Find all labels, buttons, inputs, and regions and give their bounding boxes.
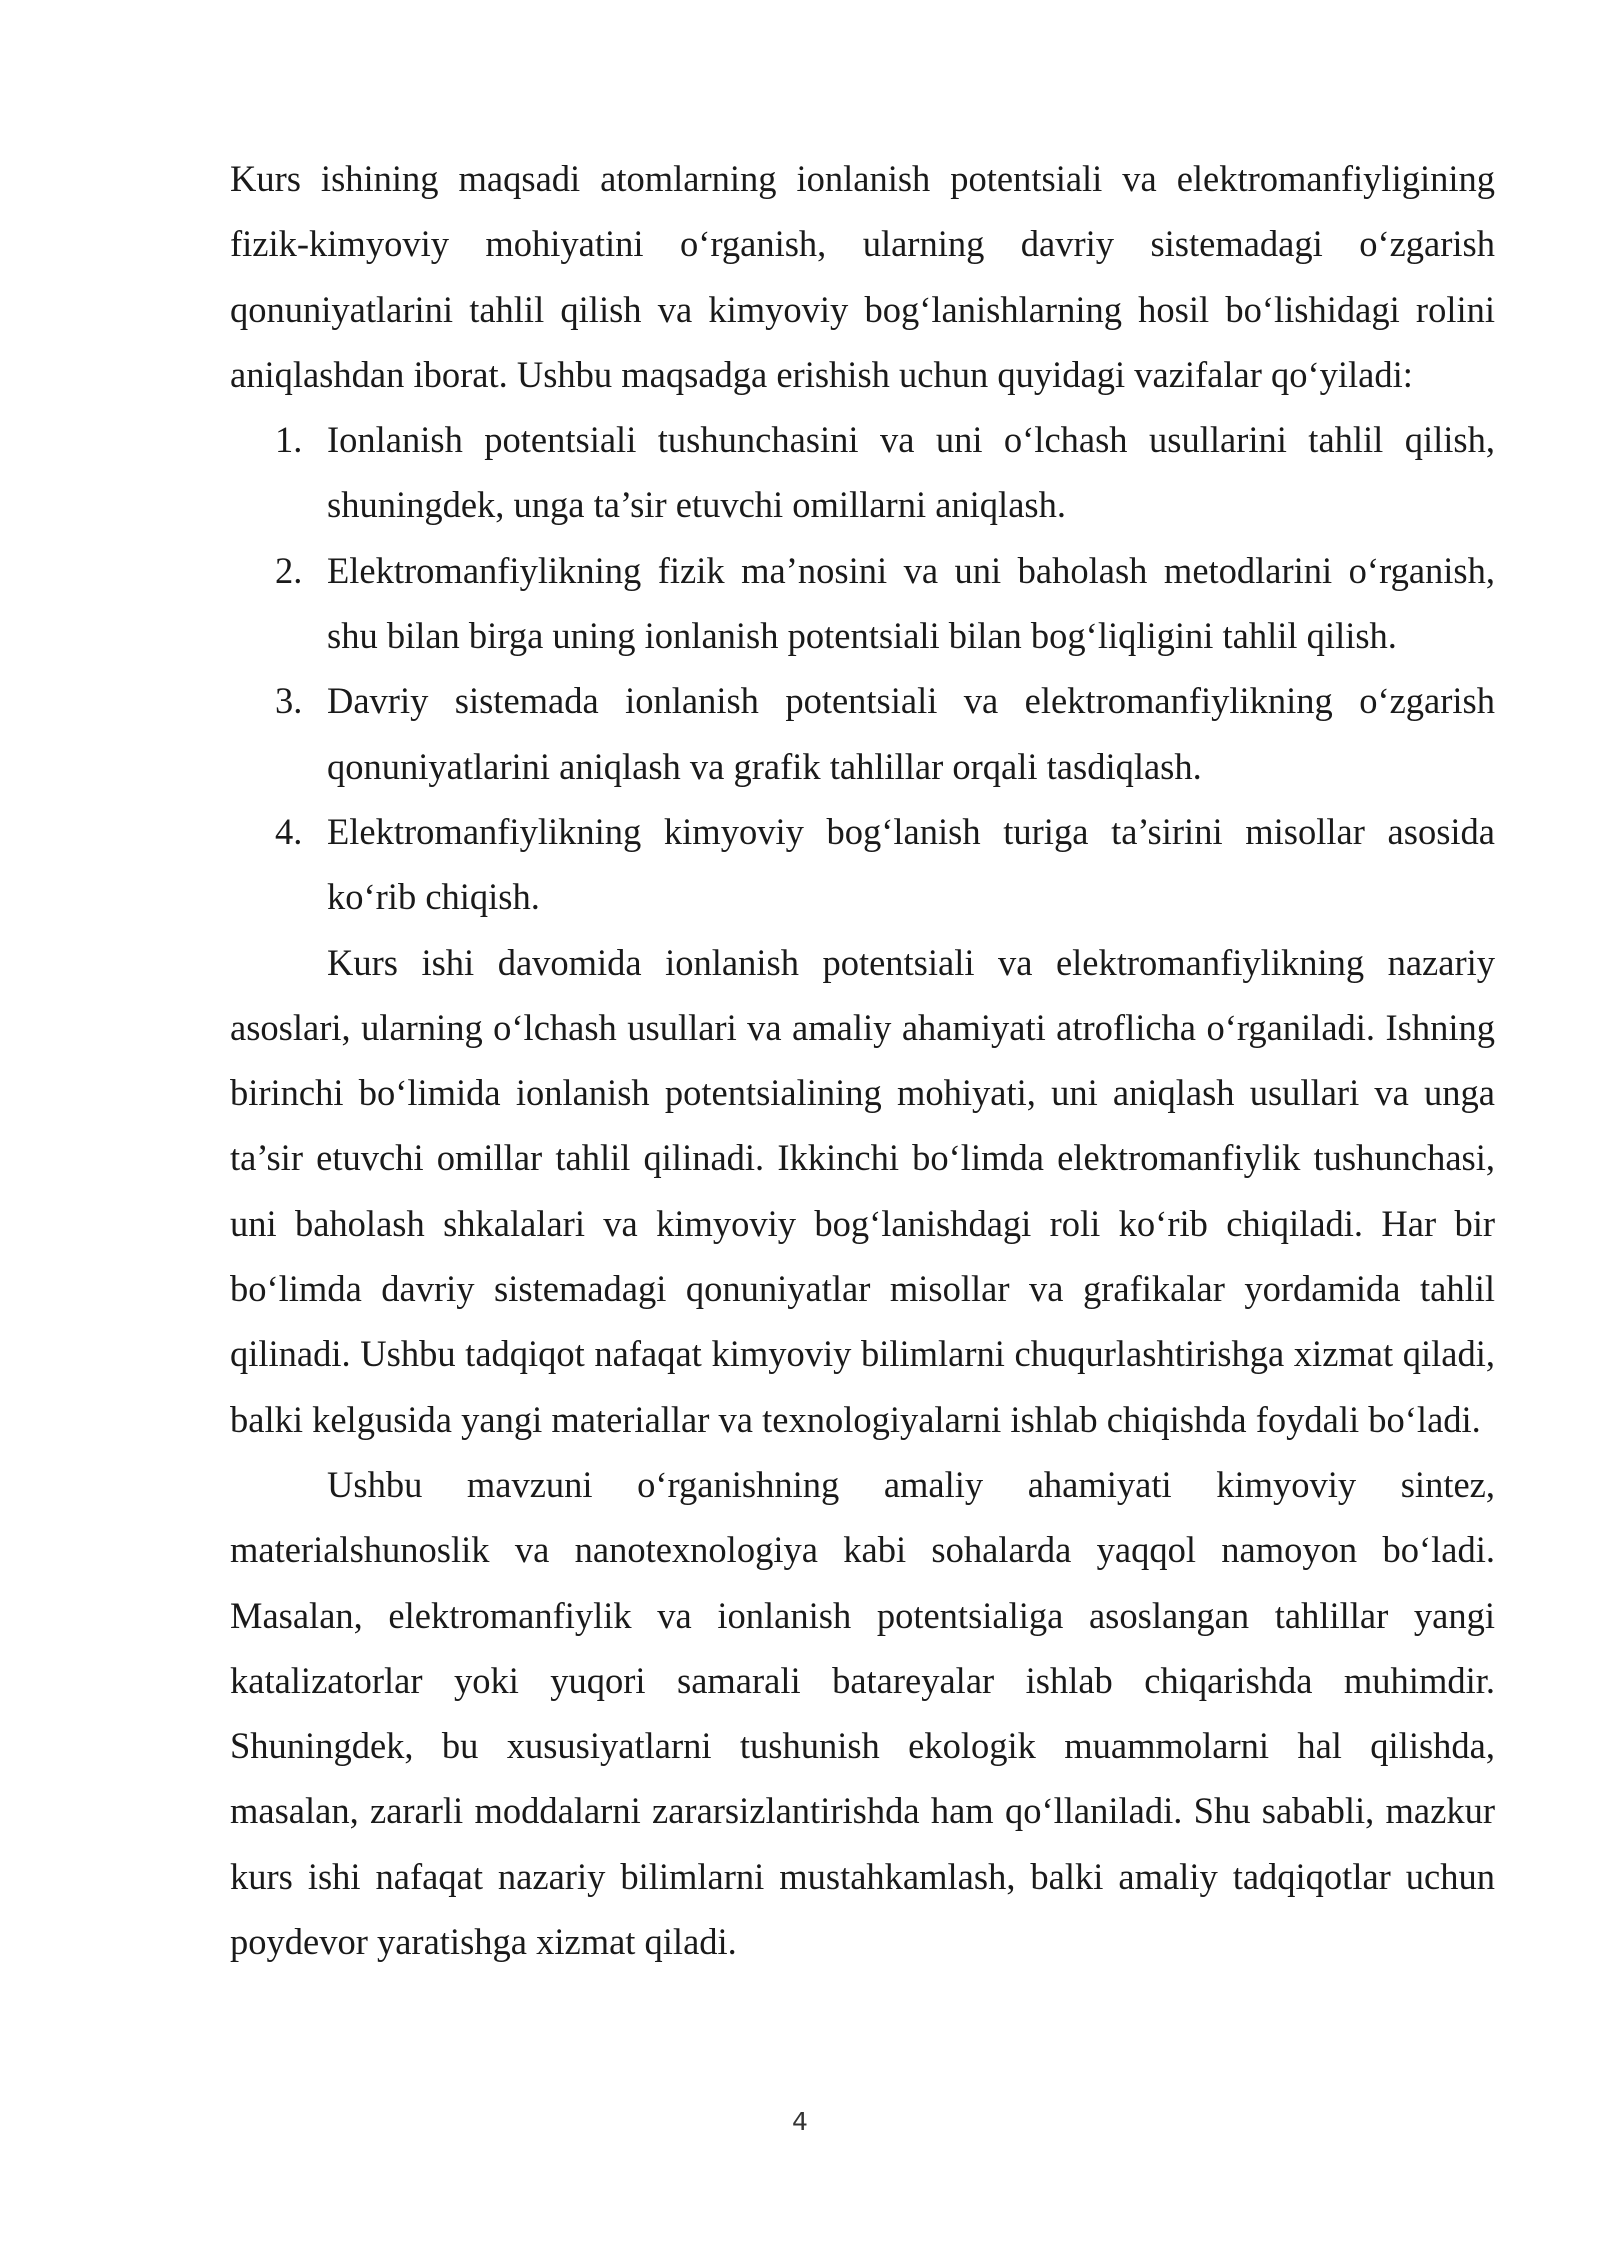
page-number: 4 [792,2107,808,2136]
task-item [275,407,1495,538]
task-text: Ionlanish potentsiali tushunchasini va uni o‘lchash usullarini tahlil qilish, shuningdek, unga ta’sir etuvchi omillarni aniqlash. [327,419,1495,526]
body-text [230,146,1495,1974]
task-item [275,538,1495,669]
task-text: Elektromanfiylikning kimyoviy bog‘lanish turiga ta’sirini misollar asosida ko‘rib chiqish. [327,810,1495,918]
task-number: 3. [275,680,303,722]
body-paragraph-significance: Ushbu mavzuni o‘rganishning amaliy ahamiyati kimyoviy sintez, materialshunoslik va nanotexnologiya kabi sohalarda yaqqol namoyon bo‘ladi. Masalan, elektromanfiylik va ionlanish potentsialiga asoslangan tahlillar yangi katalizatorlar yoki yuqori samarali batareyalar ishlab chiqarishda muhimdir. Shuningdek, bu xususiyatlarni tushunish ekologik muammolarni hal qilishda, masalan, zararli moddalarni zararsizlantirishda ham qo‘llaniladi. Shu sababli, mazkur kurs ishi nafaqat nazariy bilimlarni mustahkamlash, balki amaliy tadqiqotlar uchun poydevor yaratishga xizmat qiladi. [230,1463,1495,1963]
task-item [275,668,1495,799]
task-text: Elektromanfiylikning fizik ma’nosini va uni baholash metodlarini o‘rganish, shu bilan birga uning ionlanish potentsiali bilan bog‘liqligini tahlil qilish. [327,549,1495,657]
task-text: Davriy sistemada ionlanish potentsiali va elektromanfiylikning o‘zgarish qonuniyatlarini aniqlash va grafik tahlillar orqali tasdiqlash. [327,680,1495,787]
task-item [275,799,1495,930]
intro-paragraph: Kurs ishining maqsadi atomlarning ionlanish potentsiali va elektromanfiyligining fizik-kimyoviy mohiyatini o‘rganish, ularning davriy sistemadagi o‘zgarish qonuniyatlarini tahlil qilish va kimyoviy bog‘lanishlarning hosil bo‘lishidagi rolini aniqlashdan iborat. Ushbu maqsadga erishish uchun quyidagi vazifalar qo‘yiladi: [230,158,1495,395]
body-paragraph-scope: Kurs ishi davomida ionlanish potentsiali va elektromanfiylikning nazariy asoslari, ularning o‘lchash usullari va amaliy ahamiyati atroflicha o‘rganiladi. Ishning birinchi bo‘limida ionlanish potentsialining mohiyati, uni aniqlash usullari va unga ta’sir etuvchi omillar tahlil qilinadi. Ikkinchi bo‘limda elektromanfiylik tushunchasi, uni baholash shkalalari va kimyoviy bog‘lanishdagi roli ko‘rib chiqiladi. Har bir bo‘limda davriy sistemadagi qonuniyatlar misollar va grafikalar yordamida tahlil qilinadi. Ushbu tadqiqot nafaqat kimyoviy bilimlarni chuqurlashtirishga xizmat qiladi, balki kelgusida yangi materiallar va texnologiyalarni ishlab chiqishda foydali bo‘ladi. [230,941,1495,1440]
task-number: 1. [275,419,303,461]
task-number: 2. [275,549,303,591]
task-list [230,407,1495,929]
task-number: 4. [275,810,303,852]
